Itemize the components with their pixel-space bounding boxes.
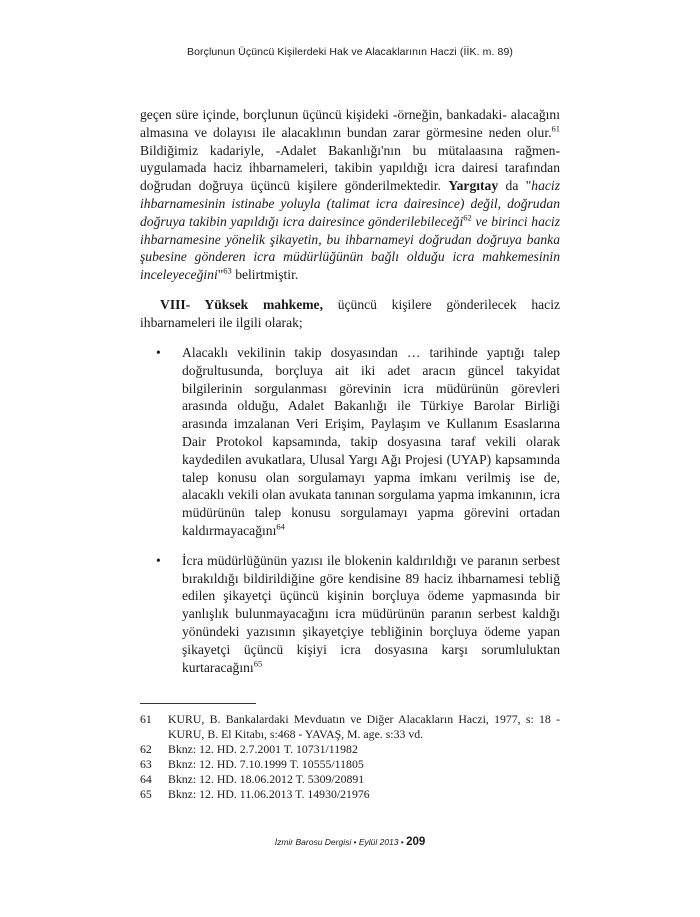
paragraph-1-quote-b: ve birinci haciz ihbarnamesine yönelik şikayetin, bu ihbarnameyi doğrudan doğruya banka şubesine gönderen icra müdürlüğünün bağlı olduğu icra mahkemesinin inceleyeceğini [140, 213, 560, 283]
page-number: 209 [406, 836, 426, 848]
footnote-number: 62 [140, 742, 152, 756]
paragraph-1-text-e: belirtmiştir. [231, 267, 299, 283]
paragraph-1-bold-term: Yargıtay [448, 178, 499, 194]
footnote-number: 65 [140, 787, 152, 801]
footnote-text: Bknz: 12. HD. 18.06.2012 T. 5309/20891 [168, 772, 365, 786]
list-item-text: Alacaklı vekilinin takip dosyasından … tarihinde yaptığı talep doğrultusunda, borçluya ait iki adet aracın güncel takyidat bilgilerinin sorgulanması görevinin icra müdürünün görevleri arasında olduğu, Adalet Bakanlığı ile Türkiye Barolar Birliği arasında imzalanan Veri Erişim, Paylaşım ve Kullanım Esaslarına Dair Protokol kapsamında, takip dosyasına taraf vekili olarak kaydedilen avukatlara, Ulusal Yargı Ağı Projesi (UYAP) kapsamında talep konusu olan sorgulamayı yapma imkanı verilmiş ise de, alacaklı vekili olan avukata tanınan sorgulama yapma imkanının, icra müdürünün talep konusu sorgulamayı yapma görevini ortadan kaldırmayacağını [182, 345, 560, 538]
footnote [140, 742, 560, 757]
list-item-text: İcra müdürlüğünün yazısı ile blokenin kaldırıldığı ve paranın serbest bırakıldığı bildirildiğine göre kendisine 89 haciz ihbarnamesi tebliğ edilen şikayetçi üçüncü kişinin borçluya ödeme yapmasında bir yanlışlık bulunmayacağını icra müdürünün paranın serbest kaldığı yönündeki yazısının şikayetçiye tebliğinin borçluya ödeme yapan şikayetçi üçüncü kişiyi icra dosyasına karşı sorumluluktan kurtaracağını [182, 552, 560, 675]
running-header [0, 46, 700, 58]
paragraph-1-text-a: geçen süre içinde, borçlunun üçüncü kişideki -örneğin, bankadaki- alacağını almasına ve dolayısı ile alacaklının bundan zarar görmesine neden olur. [140, 107, 560, 140]
paragraph-1-text-c: da " [498, 178, 532, 194]
paragraph-1-text-d: " [217, 267, 224, 283]
footnote [140, 787, 560, 802]
footnote [140, 772, 560, 787]
footnote-ref-61[interactable]: 61 [551, 123, 560, 134]
list-item [140, 344, 560, 540]
footnote-number: 63 [140, 757, 152, 771]
paragraph-1 [140, 106, 560, 284]
paragraph-2 [140, 296, 560, 332]
bullet-list [140, 344, 560, 688]
footer-issue: Eylül 2013 [358, 837, 399, 847]
footer-separator: • [353, 838, 357, 847]
footnote [140, 757, 560, 772]
running-title: Borçlunun Üçüncü Kişilerdeki Hak ve Alacaklarının Haczi (İİK. m. 89) [186, 46, 513, 58]
footnote-ref-62[interactable]: 62 [463, 212, 472, 223]
footnote-text: Bknz: 12. HD. 2.7.2001 T. 10731/11982 [168, 742, 358, 756]
footnote-text: KURU, B. Bankalardaki Mevduatın ve Diğer Alacakların Haczi, 1977, s: 18 - KURU, B. El Kitabı, s:468 - YAVAŞ, M. age. s:33 vd. [168, 712, 560, 741]
footnote-ref-63[interactable]: 63 [223, 265, 232, 276]
footnote-text: Bknz: 12. HD. 11.06.2013 T. 14930/21976 [168, 787, 370, 801]
footnotes [140, 712, 560, 802]
footnote-number: 61 [140, 712, 152, 726]
footer-journal-name: İzmir Barosu Dergisi [274, 837, 352, 847]
footnote-number: 64 [140, 772, 152, 786]
bullet-icon: • [156, 552, 161, 568]
paragraph-1-text-b: Bildiğimiz kadariyle, -Adalet Bakanlığı'nın bu mütalaasına rağmen- uygulamada haciz ihbarnameleri, takibin yapıldığı icra dairesi tarafından doğrudan doğruya üçüncü kişilere gönderilmektedir. [140, 142, 560, 194]
bullet-icon: • [156, 345, 161, 360]
footer-separator: • [400, 838, 404, 847]
footnote-ref-64[interactable]: 64 [276, 521, 285, 532]
section-heading: VIII- Yüksek mahkeme, [160, 297, 323, 312]
paragraph-2-text: üçüncü kişilere gönderilecek haciz ihbarnameleri ile ilgili olarak; [140, 297, 561, 330]
footnote-ref-65[interactable]: 65 [253, 658, 263, 669]
paragraph-1-quote-a: haciz ihbarnamesinin istinabe yoluyla (talimat icra dairesince) değil, doğrudan doğruya takibin yapıldığı icra dairesince gönderilebileceği [140, 178, 560, 229]
footnote [140, 712, 560, 742]
footnote-text: Bknz: 12. HD. 7.10.1999 T. 10555/11805 [168, 757, 364, 771]
page-footer [0, 836, 700, 848]
footnote-divider [140, 703, 256, 704]
list-item [140, 552, 560, 677]
